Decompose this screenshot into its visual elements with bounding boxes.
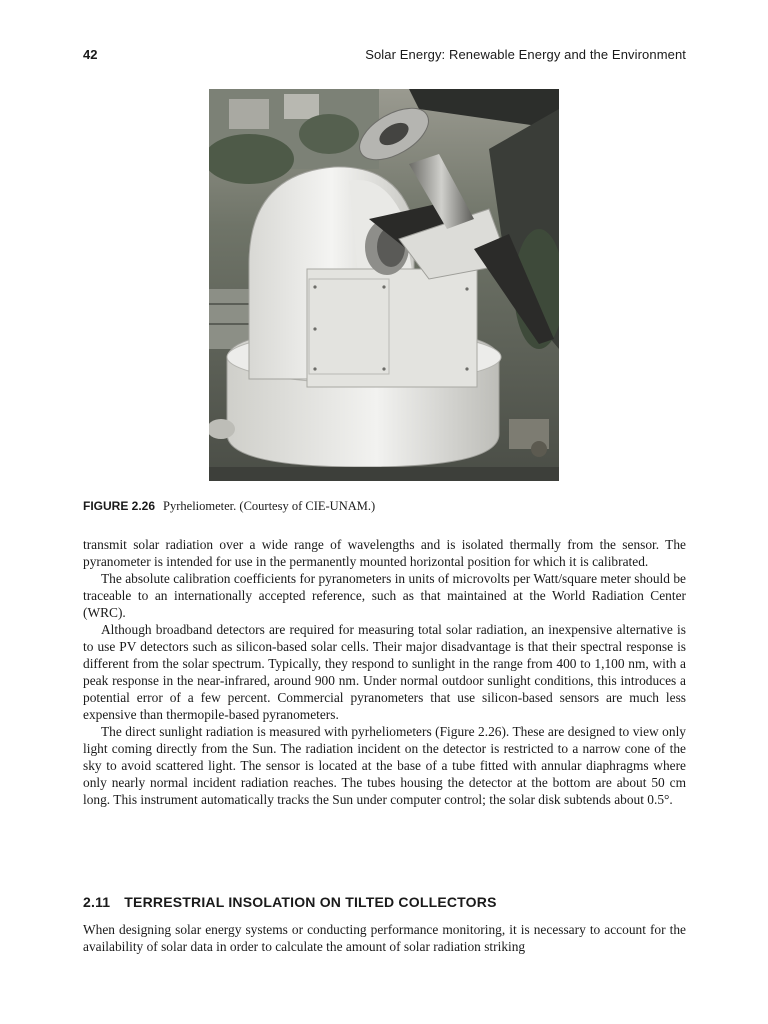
section-body xyxy=(83,921,686,955)
pyrheliometer-photo xyxy=(209,89,559,481)
figure-caption-text: Pyrheliometer. (Courtesy of CIE-UNAM.) xyxy=(163,499,376,513)
page-number: 42 xyxy=(83,47,98,62)
figure-caption xyxy=(83,499,375,514)
running-header: Solar Energy: Renewable Energy and the Environment xyxy=(365,47,686,62)
paragraph: The direct sunlight radiation is measured with pyrheliometers (Figure 2.26). These are designed to view only light coming directly from the Sun. The radiation incident on the detector is restricted to a narrow cone of the sky to avoid scattered light. The sensor is located at the base of a tube fitted with annular diaphragms where only nearly normal incident radiation reaches. The tubes housing the detector at the bottom are about 50 cm long. This instrument automatically tracks the Sun under computer control; the solar disk subtends about 0.5°. xyxy=(83,724,686,807)
paragraph: The absolute calibration coefficients for pyranometers in units of microvolts per Watt/square meter should be traceable to an internationally accepted reference, such as that maintained at the World Radiation Center (WRC). xyxy=(83,571,686,620)
section-heading xyxy=(83,894,497,910)
paragraph: transmit solar radiation over a wide range of wavelengths and is isolated thermally from the sensor. The pyranometer is intended for use in the permanently mounted horizontal position for which it is calibrated. xyxy=(83,537,686,569)
paragraph: When designing solar energy systems or conducting performance monitoring, it is necessary to account for the availability of solar data in order to calculate the amount of solar radiation striking xyxy=(83,922,686,954)
figure-label: FIGURE 2.26 xyxy=(83,499,156,513)
body-text xyxy=(83,536,686,808)
section-title: TERRESTRIAL INSOLATION ON TILTED COLLECTORS xyxy=(124,894,497,910)
paragraph: Although broadband detectors are required for measuring total solar radiation, an inexpensive alternative is to use PV detectors such as silicon-based solar cells. Their major disadvantage is that their spectral response is different from the solar spectrum. Typically, they respond to sunlight in the range from 400 to 1,100 nm, with a peak response in the near-infrared, around 900 nm. Under normal outdoor sunlight conditions, this introduces a potential error of a few percent. Commercial pyranometers that use silicon-based sensors are much less expensive than thermopile-based pyranometers. xyxy=(83,622,686,722)
section-number: 2.11 xyxy=(83,894,111,910)
